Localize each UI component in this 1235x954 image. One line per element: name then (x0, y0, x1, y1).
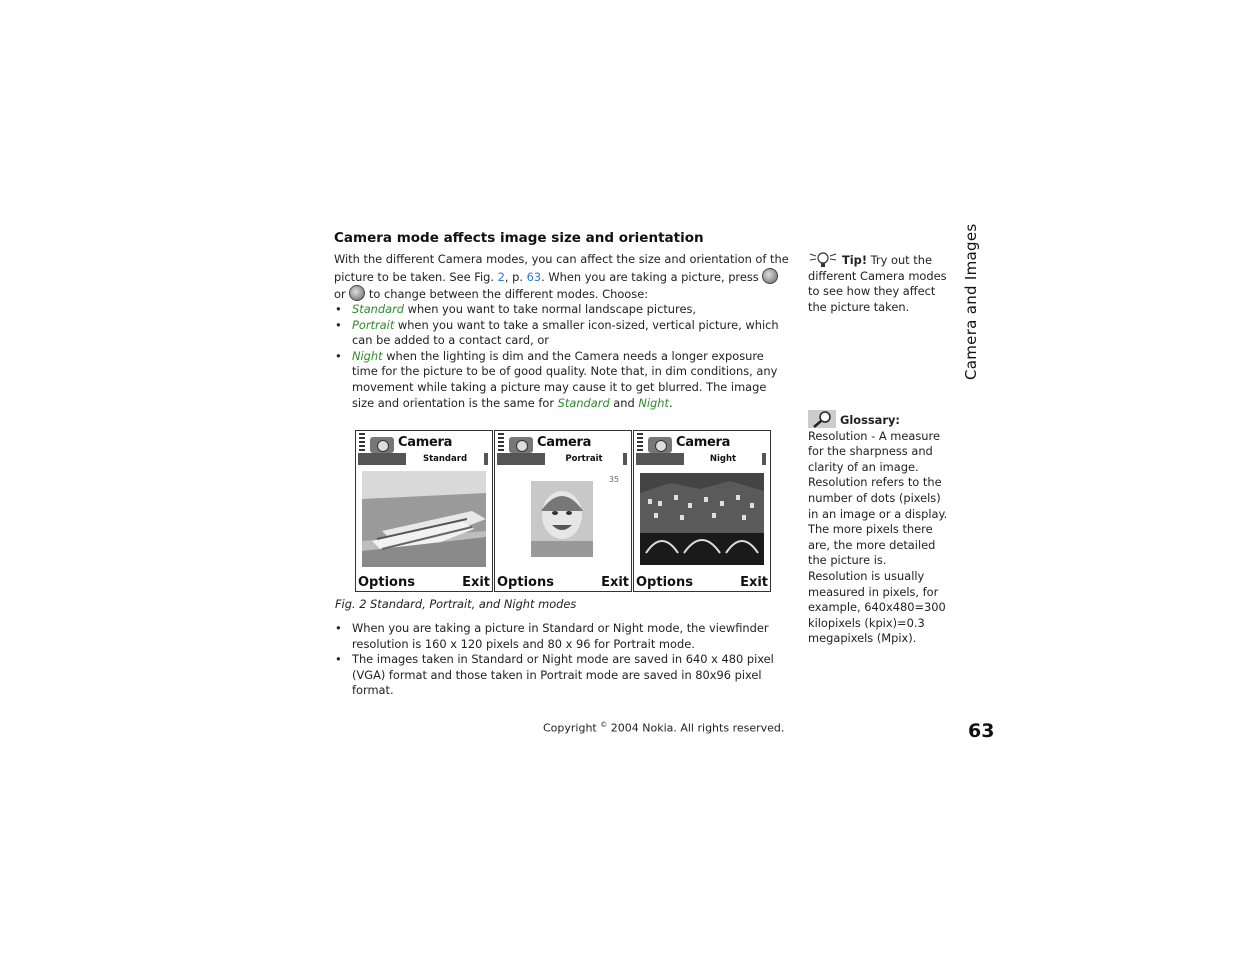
note-text: When you are taking a picture in Standard or Night mode, the viewfinder resolution is 160 x 120 pixels and 80 x 96 for Portrait mode. (352, 621, 769, 651)
joystick-right-icon (349, 285, 365, 301)
options-softkey[interactable]: Options (497, 575, 554, 590)
copyright-symbol: © (600, 721, 608, 729)
mode-tab: Portrait (545, 453, 623, 465)
intro-text: With the different Camera modes, you can affect the size and orientation of the picture to be taken. See Fig. (334, 252, 789, 284)
options-softkey[interactable]: Options (636, 575, 693, 590)
phone-screen-night (633, 430, 771, 592)
magnifier-icon (808, 410, 836, 428)
lightbulb-icon (808, 250, 838, 268)
fig-ref-link[interactable]: 2 (497, 269, 505, 284)
copyright-footer (543, 721, 784, 735)
exit-softkey[interactable]: Exit (462, 575, 490, 590)
bullet: • (335, 652, 342, 667)
list-item (334, 302, 790, 318)
camera-icon (509, 437, 533, 453)
list-item (334, 318, 790, 349)
image-counter: 35 (608, 475, 619, 484)
screen-title: Camera (398, 435, 453, 450)
screen-title: Camera (537, 435, 592, 450)
footer-text: 2004 Nokia. All rights reserved. (607, 721, 785, 735)
glossary-label: Glossary: (840, 413, 900, 427)
bullet: • (335, 302, 342, 316)
list-item (334, 349, 790, 411)
mode-term: Night (352, 348, 383, 363)
landscape-image (362, 471, 486, 567)
phone-screen-standard (355, 430, 493, 592)
page-number: 63 (968, 720, 995, 742)
list-item (334, 621, 790, 652)
signal-icon (359, 433, 365, 451)
figure-caption: Fig. 2 Standard, Portrait, and Night modes (335, 597, 577, 611)
mode-text: and (609, 395, 639, 410)
intro-text: . When you are taking a picture, press (541, 269, 763, 284)
tip-label: Tip! (842, 253, 868, 267)
signal-icon (498, 433, 504, 451)
mode-term: Night (638, 395, 669, 410)
intro-paragraph (334, 252, 790, 303)
screen-title: Camera (676, 435, 731, 450)
exit-softkey[interactable]: Exit (740, 575, 768, 590)
tip-text: Try out the different Camera modes to see how they affect the picture taken. (808, 253, 947, 314)
joystick-left-icon (762, 268, 778, 284)
bullet: • (335, 348, 342, 363)
mode-term: Standard (557, 395, 610, 410)
portrait-image (531, 481, 593, 557)
page-ref-link[interactable]: 63 (526, 269, 542, 284)
mode-text: when the lighting is dim and the Camera needs a longer exposure time for the picture to be of good quality. Note that, in dim conditions, any movement while taking a picture may cause it to get blurred. The image size and orientation is the same for (352, 348, 778, 410)
camera-icon (648, 437, 672, 453)
intro-text: , p. (504, 269, 527, 284)
mode-tab: Night (684, 453, 762, 465)
figure-camera-modes (355, 430, 769, 590)
mode-term: Standard (352, 302, 405, 316)
intro-text: or (334, 287, 350, 302)
section-heading: Camera mode affects image size and orientation (334, 230, 704, 246)
list-item (334, 652, 790, 699)
mode-text: . (668, 395, 673, 410)
phone-screen-portrait (494, 430, 632, 592)
notes-list (334, 621, 790, 699)
mode-term: Portrait (352, 317, 395, 332)
note-text: The images taken in Standard or Night mode are saved in 640 x 480 pixel (VGA) format and those taken in Portrait mode are saved in 80x96 pixel format. (352, 652, 774, 698)
chapter-side-heading: Camera and Images (962, 223, 980, 380)
mode-list (334, 302, 790, 411)
options-softkey[interactable]: Options (358, 575, 415, 590)
bullet: • (335, 621, 342, 635)
signal-icon (637, 433, 643, 451)
glossary-text: Resolution - A measure for the sharpness and clarity of an image. Resolution refers to the number of dots (pixels) in an image or a display. The more pixels there are, the more detailed the picture is. Resolution is usually measured in pixels, for example, 640x480=300 kilopixels (kpix)=0.3 megapixels (Mpix). (808, 428, 948, 646)
mode-tab: Standard (406, 453, 484, 465)
mode-text: when you want to take a smaller icon-sized, vertical picture, which can be added to a contact card, or (352, 317, 779, 348)
mode-text: when you want to take normal landscape pictures, (404, 302, 697, 316)
tip-box (808, 250, 948, 315)
camera-icon (370, 437, 394, 453)
glossary-box (808, 410, 948, 647)
bullet: • (335, 317, 342, 332)
exit-softkey[interactable]: Exit (601, 575, 629, 590)
footer-text: Copyright (543, 721, 601, 735)
night-image (640, 473, 764, 565)
intro-text: to change between the different modes. Choose: (365, 287, 649, 302)
